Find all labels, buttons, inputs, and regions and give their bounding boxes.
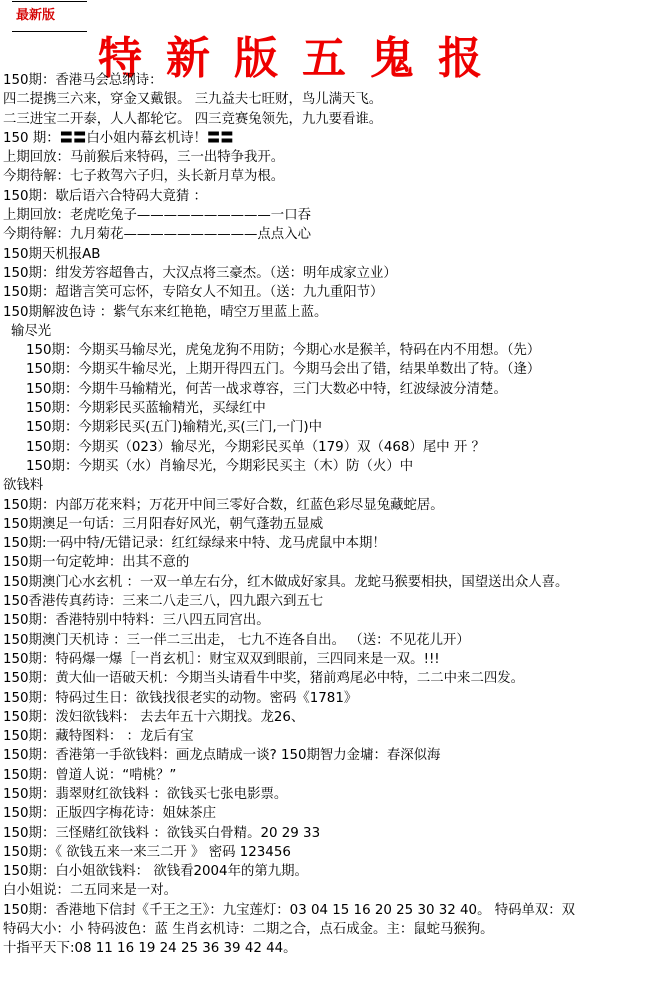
content-line: 150期澳门天机诗 ：三一伴二三出走， 七九不连各自出。 （送：不见花儿开） bbox=[3, 632, 470, 648]
content-line: 上期回放：老虎吃兔子——————————一口吞 bbox=[3, 208, 311, 224]
content-line: 上期回放：马前猴后来特码，三一出特争我开。 bbox=[3, 150, 285, 166]
content-line: 150期：白小姐欲钱料： 欲钱看2004年的第九期。 bbox=[3, 864, 308, 880]
content-line: 150期:一码中特/无错记录：红红绿绿来中特、龙马虎鼠中本期！ bbox=[3, 536, 386, 552]
content-line: 150期：翡翠财红欲钱料 ：欲钱买七张电影票。 bbox=[3, 786, 288, 802]
content-line: 150期澳足一句话：三月阳春好风光，朝气蓬勃五显威 bbox=[3, 516, 324, 532]
content-line: 150期澳门心水玄机 ：一双一单左右分，红木做成好家具。龙蛇马猴要相抉，国望送出众人喜。 bbox=[3, 574, 569, 590]
edition-badge: 最新版 bbox=[16, 8, 56, 23]
content-line: 150期：特码爆一爆［一肖玄机］：财宝双双到眼前，三四同来是一双。!!! bbox=[3, 651, 440, 667]
content-line: 150期：今期彩民买(五门)输精光,买(三门,一门)中 bbox=[26, 420, 322, 436]
content-line: 150 期：〓〓白小姐内幕玄机诗！〓〓 bbox=[3, 130, 234, 146]
content-line: 150期：香港地下信封《千王之王》：九宝莲灯：03 04 15 16 20 25 30 32 40。 特码单双：双 bbox=[3, 902, 576, 918]
content-line: 150期：《 欲钱五来一来三二开 》 密码 123456 bbox=[3, 844, 291, 860]
content-line: 150期：今期彩民买蓝输精光，买绿红中 bbox=[26, 401, 266, 417]
content-line: 二三进宝二开泰，人人都轮它。 四三竞赛兔领先，九九要看谁。 bbox=[3, 111, 383, 127]
content-line: 150期：三怪赌红欲钱料 ：欲钱买白骨精。20 29 33 bbox=[3, 825, 321, 841]
content-line: 150期：香港特别中特料：三八四五同宫出。 bbox=[3, 613, 270, 629]
content-line: 150期：曾道人说：“啃桃？” bbox=[3, 767, 177, 783]
content-line: 150期：香港第一手欲钱料：画龙点睛成一谈? 150期智力金墉：春深似海 bbox=[3, 748, 441, 764]
content-line: 150香港传真药诗：三来二八走三八，四九跟六到五七 bbox=[3, 594, 324, 610]
badge-underline bbox=[12, 31, 87, 32]
top-rule bbox=[12, 1, 87, 2]
content-line: 十指平天下:08 11 16 19 24 25 36 39 42 44。 bbox=[3, 941, 297, 957]
content-line: 150期：今期买（水）肖输尽光，今期彩民买主（木）防（火）中 bbox=[26, 458, 414, 474]
content-line: 白小姐说：二五同来是一对。 bbox=[3, 883, 178, 899]
page-title: 特新版五鬼报 bbox=[98, 33, 506, 84]
content-line: 今期待解：九月菊花——————————点点入心 bbox=[3, 227, 311, 243]
content-line: 150期一句定乾坤：出其不意的 bbox=[3, 555, 190, 571]
content-line: 四二提携三六来，穿金又戴银。 三九益夫七旺财，鸟儿满天飞。 bbox=[3, 92, 383, 108]
content-line: 150期：泼妇欲钱料： 去去年五十六期找。龙26、 bbox=[3, 709, 305, 725]
content-line: 150期：绀发芳容超鲁古，大汉点将三豪杰。（送：明年成家立业） bbox=[3, 265, 397, 281]
content-line: 150期：今期牛马输精光，何苦一战求尊容，三门大数必中特，红波绿波分清楚。 bbox=[26, 381, 507, 397]
content-line: 150期天机报AB bbox=[3, 246, 101, 262]
content-line: 150期：歇后语六合特码大竟猜 ： bbox=[3, 188, 207, 204]
content-line: 150期：黄大仙一语破天机：今期当头请看牛中奖，猪前鸡尾必中特，二二中来二四发。 bbox=[3, 671, 525, 687]
content-line: 150期：香港马会总纲诗： bbox=[3, 73, 163, 88]
content-line: 今期待解：七子救驾六子归，头长新月草为根。 bbox=[3, 169, 285, 185]
content-line: 150期：今期买牛输尽光，上期开得四五门。今期马会出了错，结果单数出了特。（逢） bbox=[26, 362, 541, 378]
content-line: 输尽光 bbox=[11, 323, 52, 339]
content-line: 欲钱料 bbox=[3, 478, 44, 494]
content-line: 150期：特码过生日：欲钱找很老实的动物。密码《1781》 bbox=[3, 690, 358, 706]
content-line: 150期：超谐言笑可忘怀，专陪女人不知丑。（送：九九重阳节） bbox=[3, 285, 384, 301]
content-lines bbox=[0, 71, 670, 959]
content-line: 150期：今期买马输尽光，虎兔龙狗不用防；今期心水是猴羊，特码在内不用想。（先） bbox=[26, 343, 541, 359]
content-line: 150期：正版四字梅花诗：姐妹茶庄 bbox=[3, 806, 217, 822]
content-line: 150期解波色诗 ：紫气东来红艳艳，晴空万里蓝上蓝。 bbox=[3, 304, 328, 320]
content-line: 150期：藏特图料： ：龙后有宝 bbox=[3, 729, 194, 745]
content-line: 150期：内部万花来料；万花开中间三零好合数，红蓝色彩尽显兔藏蛇居。 bbox=[3, 497, 444, 513]
content-line: 特码大小：小 特码波色：蓝 生肖玄机诗：二期之合，点石成金。主：鼠蛇马猴狗。 bbox=[3, 922, 494, 938]
content-line: 150期：今期买（023）输尽光，今期彩民买单（179）双（468）尾中 开 ？ bbox=[26, 439, 485, 455]
